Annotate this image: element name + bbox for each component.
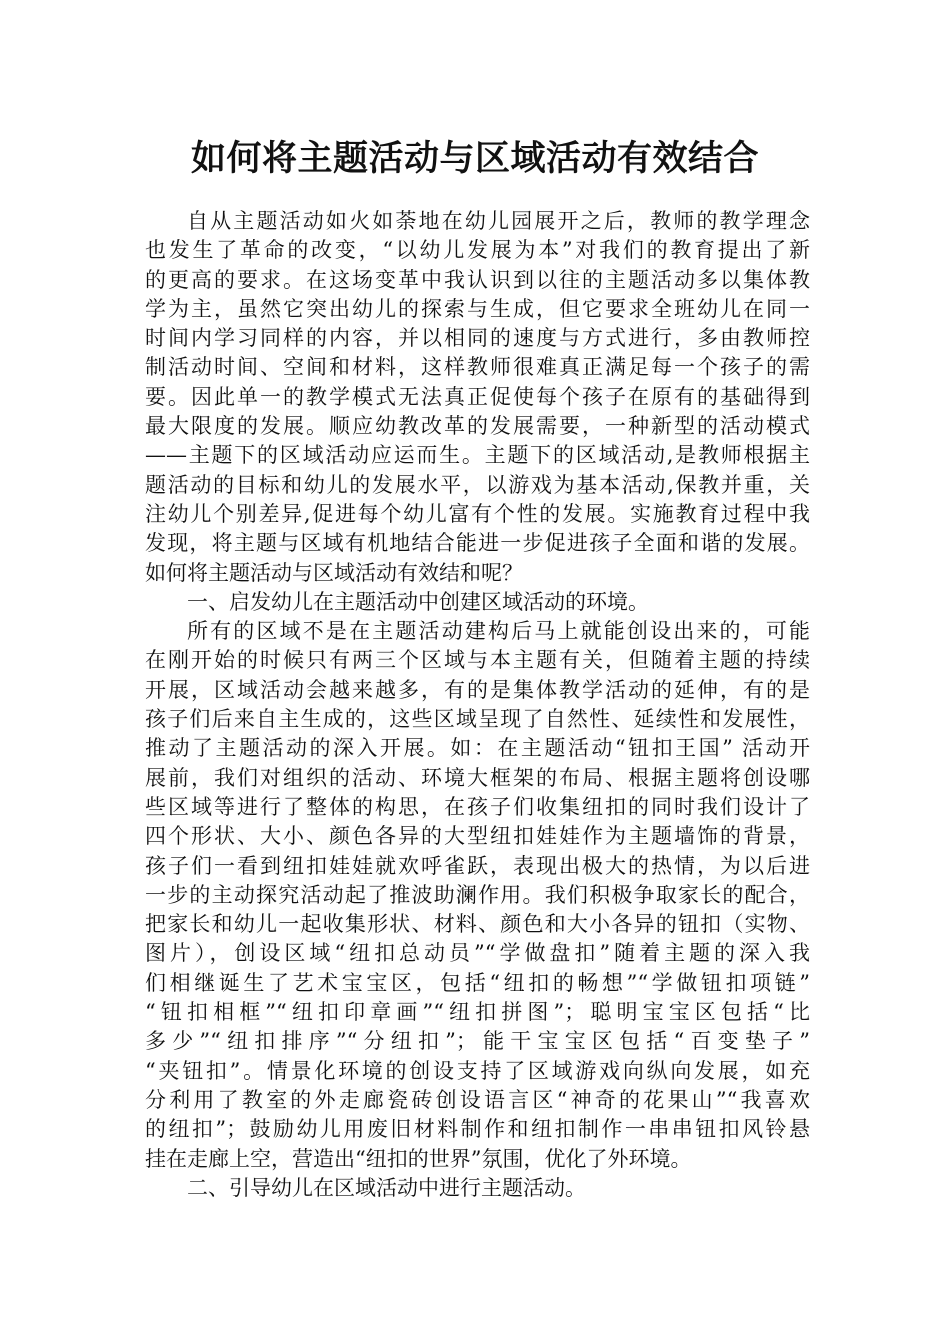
text-line: 学为主，虽然它突出幼儿的探索与生成，但它要求全班幼儿在同一: [145, 296, 810, 321]
text-line: 们相继诞生了艺术宝宝区，包括“纽扣的畅想”“学做钮扣项链”: [145, 970, 810, 995]
text-line: 发现，将主题与区域有机地结合能进一步促进孩子全面和谐的发展。: [145, 531, 810, 556]
text-line: 如何将主题活动与区域活动有效结和呢？: [145, 560, 523, 585]
text-line: 在刚开始的时候只有两三个区域与本主题有关，但随着主题的持续: [145, 648, 810, 673]
text-line: 孩子们一看到纽扣娃娃就欢呼雀跃，表现出极大的热情，为以后进: [145, 853, 810, 878]
paragraph-section-1: [145, 617, 810, 1174]
text-line: 些区域等进行了整体的构思，在孩子们收集纽扣的同时我们设计了: [145, 794, 810, 819]
text-line: 题活动的目标和幼儿的发展水平，以游戏为基本活动,保教并重，关: [145, 472, 810, 497]
section-heading-2: [145, 1174, 810, 1203]
text-line: 四个形状、大小、颜色各异的大型纽扣娃娃作为主题墙饰的背景，: [145, 824, 810, 849]
text-line: 图片），创设区域“纽扣总动员”“学做盘扣”随着主题的深入我: [145, 941, 810, 966]
section-heading-text: 二、引导幼儿在区域活动中进行主题活动。: [187, 1175, 586, 1200]
text-line: 挂在走廊上空，营造出“纽扣的世界”氛围，优化了外环境。: [145, 1146, 692, 1171]
text-line: 所有的区域不是在主题活动建构后马上就能创设出来的，可能: [187, 619, 810, 644]
text-line: 最大限度的发展。顺应幼教改革的发展需要，一种新型的活动模式: [145, 414, 810, 439]
text-line: 展前，我们对组织的活动、环境大框架的布局、根据主题将创设哪: [145, 765, 810, 790]
text-line: 时间内学习同样的内容，并以相同的速度与方式进行，多由教师控: [145, 326, 810, 351]
paragraph-intro: [145, 207, 810, 588]
text-line: 的纽扣”；鼓励幼儿用废旧材料制作和纽扣制作一串串钮扣风铃悬: [145, 1117, 810, 1142]
text-line: 开展，区域活动会越来越多，有的是集体教学活动的延伸，有的是: [145, 677, 810, 702]
text-line: 把家长和幼儿一起收集形状、材料、颜色和大小各异的钮扣（实物、: [145, 912, 810, 937]
document-title: 如何将主题活动与区域活动有效结合: [190, 138, 759, 179]
text-line: “钮扣相框”“纽扣印章画”“纽扣拼图”；聪明宝宝区包括“比: [145, 1000, 810, 1025]
text-line: 孩子们后来自主生成的，这些区域呈现了自然性、延续性和发展性，: [145, 707, 810, 732]
text-line: 注幼儿个别差异,促进每个幼儿富有个性的发展。实施教育过程中我: [145, 501, 810, 526]
text-line: 自从主题活动如火如荼地在幼儿园展开之后，教师的教学理念: [187, 209, 810, 233]
text-line: 多少”“纽扣排序”“分纽扣”；能干宝宝区包括“百变垫子”: [145, 1029, 810, 1054]
text-line: 的更高的要求。在这场变革中我认识到以往的主题活动多以集体教: [145, 267, 810, 292]
text-line: 一步的主动探究活动起了推波助澜作用。我们积极争取家长的配合，: [145, 882, 810, 907]
text-line: 制活动时间、空间和材料，这样教师很难真正满足每一个孩子的需: [145, 355, 810, 380]
text-line: 推动了主题活动的深入开展。如：在主题活动“钮扣王国” 活动开: [145, 736, 810, 761]
document-body: [145, 207, 810, 1203]
text-line: 分利用了教室的外走廊瓷砖创设语言区“神奇的花果山”“我喜欢: [145, 1087, 810, 1112]
text-line: 也发生了革命的改变，“以幼儿发展为本”对我们的教育提出了新: [145, 238, 810, 263]
section-heading-text: 一、启发幼儿在主题活动中创建区域活动的环境。: [187, 589, 649, 614]
text-line: ——主题下的区域活动应运而生。主题下的区域活动,是教师根据主: [145, 443, 810, 468]
text-line: 要。因此单一的教学模式无法真正促使每个孩子在原有的基础得到: [145, 384, 810, 409]
section-heading-1: [145, 588, 810, 617]
text-line: “夹钮扣”。情景化环境的创设支持了区域游戏向纵向发展，如充: [145, 1058, 810, 1083]
